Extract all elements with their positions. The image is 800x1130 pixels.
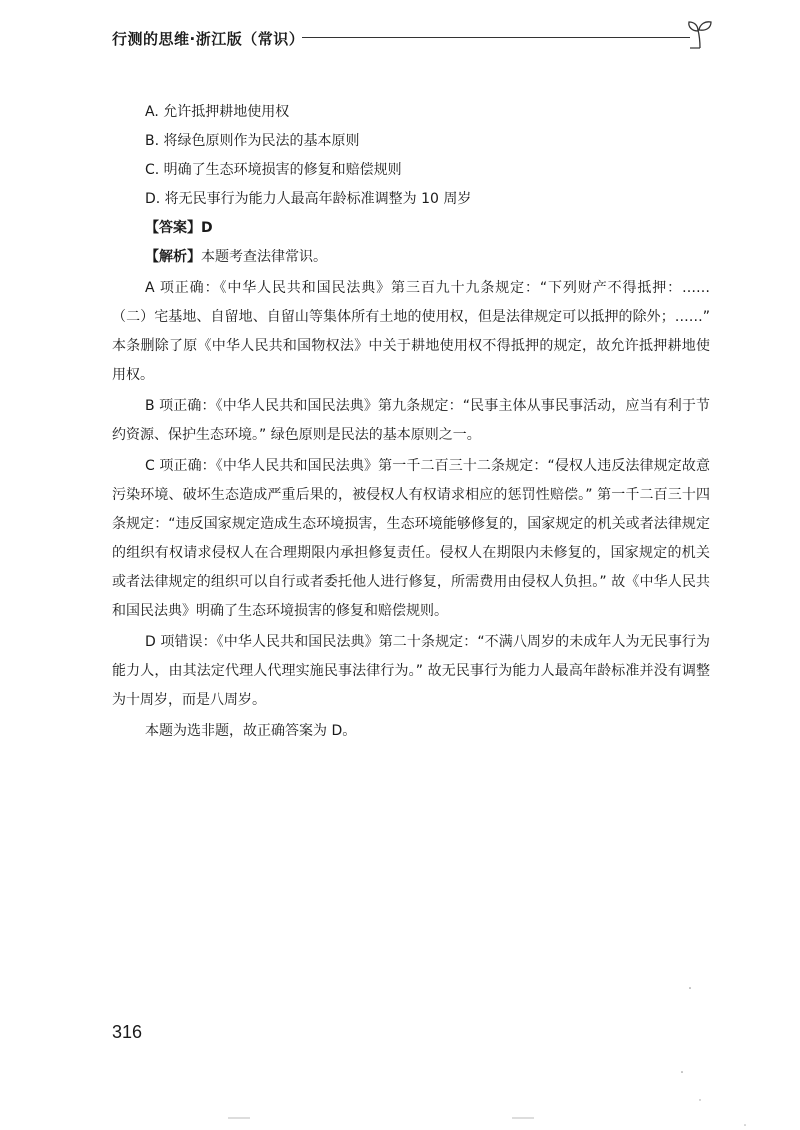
analysis-intro: 本题考查法律常识。 — [201, 249, 327, 265]
option-b: B. 将绿色原则作为民法的基本原则 — [145, 133, 360, 149]
running-header — [112, 24, 712, 54]
analysis-conclusion: 本题为选非题，故正确答案为 D。 — [145, 723, 357, 739]
question-body — [112, 98, 710, 746]
analysis-paragraph-a: A 项正确：《中华人民共和国民法典》第三百九十九条规定：“下列财产不得抵押：……（二）宅基地、自留地、自留山等集体所有土地的使用权，但是法律规定可以抵押的除外；……” 本条删除了原《中华人民共和国物权法》中关于耕地使用权不得抵押的规定，故允许抵押耕地使用权。 — [112, 280, 710, 383]
analysis-intro-line — [112, 243, 710, 272]
analysis-label: 【解析】 — [145, 249, 201, 265]
analysis-paragraph-d: D 项错误：《中华人民共和国民法典》第二十条规定：“不满八周岁的未成年人为无民事行为能力人，由其法定代理人代理实施民事法律行为。” 故无民事行为能力人最高年龄标准并没有调整为十周岁，而是八周岁。 — [112, 634, 710, 708]
sprout-leaf-icon — [686, 18, 714, 50]
header-rule — [302, 37, 690, 38]
answer-value: D — [201, 220, 213, 236]
option-a: A. 允许抵押耕地使用权 — [145, 104, 290, 120]
option-c: C. 明确了生态环境损害的修复和赔偿规则 — [145, 162, 402, 178]
analysis-paragraph-c: C 项正确：《中华人民共和国民法典》第一千二百三十二条规定：“侵权人违反法律规定故意污染环境、破坏生态造成严重后果的，被侵权人有权请求相应的惩罚性赔偿。” 第一千二百三十四条规定：“违反国家规定造成生态环境损害，生态环境能够修复的，国家规定的机关或者法律规定的组织有权请求侵权人在合理期限内承担修复责任。侵权人在期限内未修复的，国家规定的机关或者法律规定的组织可以自行或者委托他人进行修复，所需费用由侵权人负担。” 故《中华人民共和国民法典》明确了生态环境损害的修复和赔偿规则。 — [112, 458, 710, 619]
analysis-paragraph-b: B 项正确：《中华人民共和国民法典》第九条规定：“民事主体从事民事活动，应当有利于节约资源、保护生态环境。” 绿色原则是民法的基本原则之一。 — [112, 398, 710, 443]
answer-line — [112, 214, 710, 243]
header-title: 行测的思维·浙江版（常识） — [112, 30, 305, 48]
option-d: D. 将无民事行为能力人最高年龄标准调整为 10 周岁 — [145, 191, 472, 207]
answer-label: 【答案】 — [145, 220, 201, 236]
page-number: 316 — [112, 1022, 143, 1042]
